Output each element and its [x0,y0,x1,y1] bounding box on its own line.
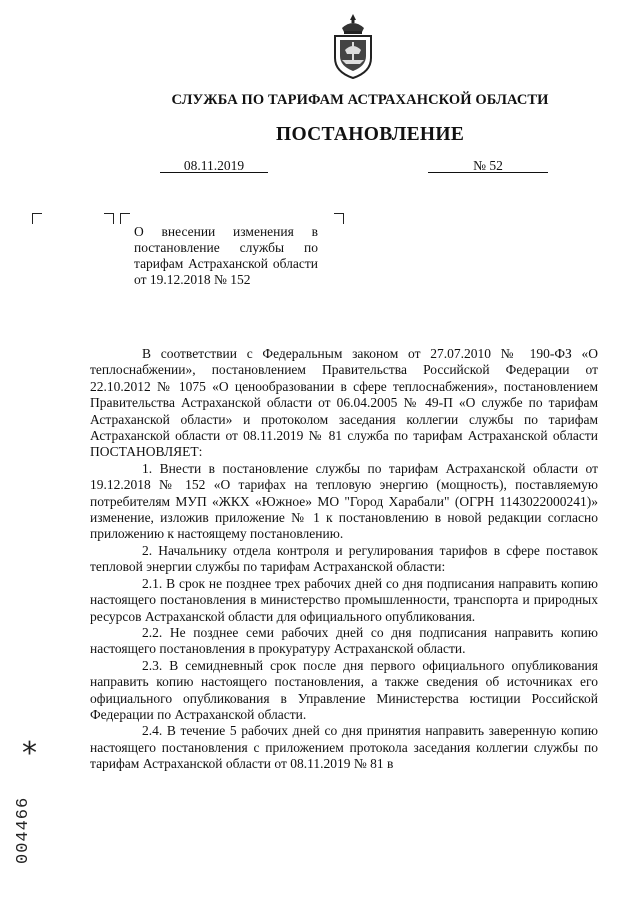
body-paragraph: 2. Начальнику отдела контроля и регулирования тарифов в сфере поставок тепловой энергии службы по тарифам Астраханской области: [90,542,598,575]
body-paragraph: 1. Внести в постановление службы по тарифам Астраханской области от 19.12.2018 № 152 «О тарифах на тепловую энергию (мощность), поставляемую потребителям МУП «ЖКХ «Южное» МО "Город Харабали" (ОГРН 1143022000241)» изменение, изложив приложение № 1 к постановлению в новой редакции согласно приложению к настоящему постановлению. [90,460,598,542]
agency-name-text: СЛУЖБА ПО ТАРИФАМ АСТРАХАНСКОЙ ОБЛАСТИ [171,92,549,108]
document-type: ПОСТАНОВЛЕНИЕ [276,124,465,145]
stamp-serial-number: 004466 [14,796,33,864]
stamp-star: * [22,736,37,771]
document-date: 08.11.2019 [160,160,268,173]
body-paragraph: 2.2. Не позднее семи рабочих дней со дня подписания направить копию настоящего постановления в прокуратуру Астраханской области. [90,624,598,657]
agency-name [0,92,640,109]
corner-mark-subject-inner [104,213,114,224]
document-body [90,346,598,773]
body-paragraph: 2.4. В течение 5 рабочих дней со дня принятия направить заверенную копию настоящего постановления с приложением протокола заседания коллегии службы по тарифам Астраханской области от 08.11.2019 № 81 в [90,723,598,772]
corner-mark-left [32,213,42,224]
body-paragraph: В соответствии с Федеральным законом от 27.07.2010 № 190-ФЗ «О теплоснабжении», постановлением Правительства Российской Федерации от 22.10.2012 № 1075 «О ценообразовании в сфере теплоснабжения», постановлением Правительства Астраханской области от 06.04.2005 № 49-П «О службе по тарифам Астраханской области» и протоколом заседания коллегии службы по тарифам Астраханской области от 08.11.2019 № 81 служба по тарифам Астраханской области ПОСТАНОВЛЯЕТ: [90,346,598,460]
corner-mark-subject-right [334,213,344,224]
coat-of-arms-icon [330,12,376,80]
body-paragraph: 2.3. В семидневный срок после дня первого официального опубликования направить копию настоящего постановления, а также сведения об источниках его официального опубликования в Управление Министерства юстиции Российской Федерации по Астраханской области. [90,657,598,722]
body-paragraph: 2.1. В срок не позднее трех рабочих дней со дня подписания направить копию настоящего постановления в министерство промышленности, транспорта и природных ресурсов Астраханской области для официального опубликования. [90,575,598,624]
document-subject: О внесении изменения в постановление службы по тарифам Астраханской области от 19.12.2018 № 152 [134,224,318,287]
corner-mark-subject-left [120,213,130,224]
document-number: № 52 [428,160,548,173]
